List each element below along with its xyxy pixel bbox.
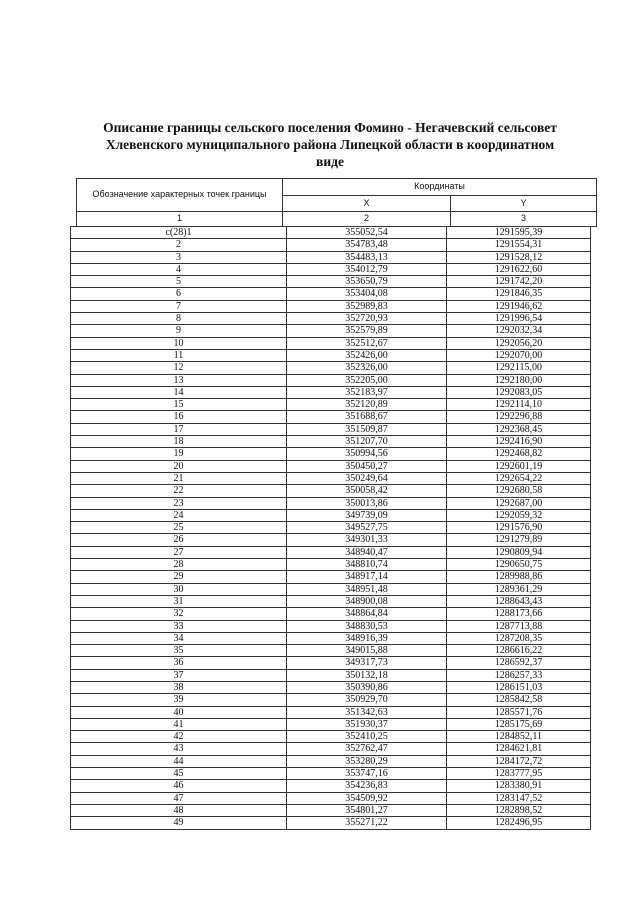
table-row xyxy=(71,768,591,780)
x-cell: 350058,42 xyxy=(287,485,447,497)
x-cell: 351342,63 xyxy=(287,706,447,718)
point-cell: 46 xyxy=(71,780,287,792)
point-cell: 29 xyxy=(71,571,287,583)
table-row xyxy=(71,276,591,288)
point-cell: 30 xyxy=(71,583,287,595)
point-cell: 11 xyxy=(71,349,287,361)
y-cell: 1291846,35 xyxy=(447,288,591,300)
point-cell: 35 xyxy=(71,645,287,657)
table-row xyxy=(71,804,591,816)
x-cell: 352410,25 xyxy=(287,731,447,743)
x-cell: 349527,75 xyxy=(287,522,447,534)
point-cell: 34 xyxy=(71,632,287,644)
x-cell: 355052,54 xyxy=(287,227,447,239)
table-row xyxy=(71,448,591,460)
point-cell: 43 xyxy=(71,743,287,755)
x-label-header: X xyxy=(283,195,451,212)
point-label-header: Обозначение характерных точек границы xyxy=(77,179,283,212)
point-cell: 44 xyxy=(71,755,287,767)
y-cell: 1291742,20 xyxy=(447,276,591,288)
x-cell: 350450,27 xyxy=(287,460,447,472)
point-cell: 21 xyxy=(71,472,287,484)
point-cell: 8 xyxy=(71,313,287,325)
title-line-2: Хлевенского муниципального района Липецкой области в координатном xyxy=(105,137,555,152)
point-cell: 5 xyxy=(71,276,287,288)
col1-number: 1 xyxy=(77,212,283,227)
table-row xyxy=(71,251,591,263)
x-cell: 350013,86 xyxy=(287,497,447,509)
point-cell: 42 xyxy=(71,731,287,743)
x-cell: 352326,00 xyxy=(287,362,447,374)
coords-label-header: Координаты xyxy=(283,179,597,196)
table-row xyxy=(71,386,591,398)
point-cell: 32 xyxy=(71,608,287,620)
table-row xyxy=(71,288,591,300)
y-cell: 1292114,10 xyxy=(447,399,591,411)
table-row xyxy=(71,792,591,804)
point-cell: 20 xyxy=(71,460,287,472)
table-row xyxy=(71,694,591,706)
point-cell: 23 xyxy=(71,497,287,509)
y-cell: 1285842,58 xyxy=(447,694,591,706)
table-row xyxy=(71,817,591,829)
y-cell: 1286151,03 xyxy=(447,681,591,693)
y-cell: 1289361,29 xyxy=(447,583,591,595)
x-cell: 350390,86 xyxy=(287,681,447,693)
point-cell: 31 xyxy=(71,595,287,607)
table-row xyxy=(71,509,591,521)
point-cell: 19 xyxy=(71,448,287,460)
x-cell: 354783,48 xyxy=(287,239,447,251)
col3-number: 3 xyxy=(451,212,597,227)
y-cell: 1283380,91 xyxy=(447,780,591,792)
table-row xyxy=(71,669,591,681)
y-cell: 1292687,00 xyxy=(447,497,591,509)
table-row xyxy=(71,497,591,509)
y-cell: 1284621,81 xyxy=(447,743,591,755)
table-row xyxy=(71,681,591,693)
x-cell: 349739,09 xyxy=(287,509,447,521)
y-cell: 1291996,54 xyxy=(447,313,591,325)
point-cell: 14 xyxy=(71,386,287,398)
point-cell: с(28)1 xyxy=(71,227,287,239)
point-cell: 27 xyxy=(71,546,287,558)
point-cell: 16 xyxy=(71,411,287,423)
y-cell: 1289988,86 xyxy=(447,571,591,583)
y-cell: 1291595,39 xyxy=(447,227,591,239)
point-cell: 40 xyxy=(71,706,287,718)
y-cell: 1292601,19 xyxy=(447,460,591,472)
y-cell: 1292083,05 xyxy=(447,386,591,398)
x-cell: 348830,53 xyxy=(287,620,447,632)
y-cell: 1284172,72 xyxy=(447,755,591,767)
point-cell: 38 xyxy=(71,681,287,693)
table-row xyxy=(71,546,591,558)
y-cell: 1287208,35 xyxy=(447,632,591,644)
y-cell: 1286616,22 xyxy=(447,645,591,657)
coordinates-table-body xyxy=(70,226,591,830)
point-cell: 18 xyxy=(71,436,287,448)
x-cell: 350929,70 xyxy=(287,694,447,706)
point-cell: 7 xyxy=(71,300,287,312)
y-cell: 1292056,20 xyxy=(447,337,591,349)
y-cell: 1283147,52 xyxy=(447,792,591,804)
y-cell: 1291554,31 xyxy=(447,239,591,251)
point-cell: 24 xyxy=(71,509,287,521)
x-cell: 352989,83 xyxy=(287,300,447,312)
point-cell: 13 xyxy=(71,374,287,386)
x-cell: 348940,47 xyxy=(287,546,447,558)
point-cell: 4 xyxy=(71,263,287,275)
point-cell: 25 xyxy=(71,522,287,534)
table-row xyxy=(71,239,591,251)
y-cell: 1292296,88 xyxy=(447,411,591,423)
y-cell: 1287713,88 xyxy=(447,620,591,632)
table-row xyxy=(71,300,591,312)
table-row xyxy=(71,374,591,386)
point-cell: 48 xyxy=(71,804,287,816)
point-cell: 39 xyxy=(71,694,287,706)
y-cell: 1292680,58 xyxy=(447,485,591,497)
coordinates-table-header xyxy=(76,178,597,227)
table-row xyxy=(71,337,591,349)
y-cell: 1292115,00 xyxy=(447,362,591,374)
y-cell: 1292468,82 xyxy=(447,448,591,460)
table-row xyxy=(71,423,591,435)
y-cell: 1291946,62 xyxy=(447,300,591,312)
x-cell: 352183,97 xyxy=(287,386,447,398)
y-cell: 1284852,11 xyxy=(447,731,591,743)
x-cell: 350994,56 xyxy=(287,448,447,460)
point-cell: 22 xyxy=(71,485,287,497)
x-cell: 354236,83 xyxy=(287,780,447,792)
point-cell: 2 xyxy=(71,239,287,251)
point-cell: 47 xyxy=(71,792,287,804)
x-cell: 353650,79 xyxy=(287,276,447,288)
x-cell: 354012,79 xyxy=(287,263,447,275)
table-row xyxy=(71,620,591,632)
table-row xyxy=(71,645,591,657)
x-cell: 352120,89 xyxy=(287,399,447,411)
y-cell: 1291622,60 xyxy=(447,263,591,275)
table-row xyxy=(71,349,591,361)
y-cell: 1282496,95 xyxy=(447,817,591,829)
point-cell: 6 xyxy=(71,288,287,300)
table-row xyxy=(71,743,591,755)
y-cell: 1288173,66 xyxy=(447,608,591,620)
y-cell: 1283777,95 xyxy=(447,768,591,780)
y-cell: 1290650,75 xyxy=(447,559,591,571)
point-cell: 36 xyxy=(71,657,287,669)
x-cell: 351509,87 xyxy=(287,423,447,435)
x-cell: 348864,84 xyxy=(287,608,447,620)
x-cell: 349301,33 xyxy=(287,534,447,546)
point-cell: 33 xyxy=(71,620,287,632)
y-cell: 1292416,90 xyxy=(447,436,591,448)
x-cell: 351207,70 xyxy=(287,436,447,448)
table-row xyxy=(71,559,591,571)
y-cell: 1290809,94 xyxy=(447,546,591,558)
point-cell: 37 xyxy=(71,669,287,681)
table-row xyxy=(71,313,591,325)
y-cell: 1292368,45 xyxy=(447,423,591,435)
x-cell: 352205,00 xyxy=(287,374,447,386)
y-cell: 1292070,00 xyxy=(447,349,591,361)
table-row xyxy=(71,657,591,669)
x-cell: 352720,93 xyxy=(287,313,447,325)
x-cell: 348917,14 xyxy=(287,571,447,583)
x-cell: 352512,67 xyxy=(287,337,447,349)
y-cell: 1286592,37 xyxy=(447,657,591,669)
point-cell: 3 xyxy=(71,251,287,263)
table-row xyxy=(71,706,591,718)
table-row xyxy=(71,632,591,644)
table-row xyxy=(71,399,591,411)
table-row xyxy=(71,263,591,275)
x-cell: 354801,27 xyxy=(287,804,447,816)
x-cell: 354509,92 xyxy=(287,792,447,804)
x-cell: 354483,13 xyxy=(287,251,447,263)
x-cell: 348916,39 xyxy=(287,632,447,644)
x-cell: 349317,73 xyxy=(287,657,447,669)
y-cell: 1292654,22 xyxy=(447,472,591,484)
table-row xyxy=(71,608,591,620)
x-cell: 350132,18 xyxy=(287,669,447,681)
table-row xyxy=(71,731,591,743)
x-cell: 353747,16 xyxy=(287,768,447,780)
document-title xyxy=(60,119,600,170)
x-cell: 352426,00 xyxy=(287,349,447,361)
x-cell: 350249,64 xyxy=(287,472,447,484)
x-cell: 348810,74 xyxy=(287,559,447,571)
point-cell: 17 xyxy=(71,423,287,435)
x-cell: 352762,47 xyxy=(287,743,447,755)
x-cell: 349015,88 xyxy=(287,645,447,657)
point-cell: 45 xyxy=(71,768,287,780)
x-cell: 351688,67 xyxy=(287,411,447,423)
y-cell: 1292180,00 xyxy=(447,374,591,386)
point-cell: 26 xyxy=(71,534,287,546)
x-cell: 351930,37 xyxy=(287,718,447,730)
coordinates-rows xyxy=(71,227,591,830)
table-row xyxy=(71,325,591,337)
table-row xyxy=(71,534,591,546)
table-row xyxy=(71,227,591,239)
table-row xyxy=(71,362,591,374)
x-cell: 348900,08 xyxy=(287,595,447,607)
y-label-header: Y xyxy=(451,195,597,212)
y-cell: 1292059,32 xyxy=(447,509,591,521)
title-line-1: Описание границы сельского поселения Фомино - Негачевский сельсовет xyxy=(103,120,557,135)
y-cell: 1291528,12 xyxy=(447,251,591,263)
y-cell: 1282898,52 xyxy=(447,804,591,816)
table-row xyxy=(71,411,591,423)
point-cell: 28 xyxy=(71,559,287,571)
table-row xyxy=(71,571,591,583)
x-cell: 348951,48 xyxy=(287,583,447,595)
col2-number: 2 xyxy=(283,212,451,227)
table-row xyxy=(71,595,591,607)
table-row xyxy=(71,780,591,792)
title-line-3: виде xyxy=(316,154,344,169)
x-cell: 353280,29 xyxy=(287,755,447,767)
y-cell: 1288643,43 xyxy=(447,595,591,607)
point-cell: 10 xyxy=(71,337,287,349)
x-cell: 352579,89 xyxy=(287,325,447,337)
table-row xyxy=(71,436,591,448)
y-cell: 1285571,76 xyxy=(447,706,591,718)
table-row xyxy=(71,718,591,730)
table-row xyxy=(71,755,591,767)
y-cell: 1292032,34 xyxy=(447,325,591,337)
point-cell: 12 xyxy=(71,362,287,374)
y-cell: 1291279,89 xyxy=(447,534,591,546)
y-cell: 1286257,33 xyxy=(447,669,591,681)
y-cell: 1291576,90 xyxy=(447,522,591,534)
table-row xyxy=(71,472,591,484)
point-cell: 15 xyxy=(71,399,287,411)
point-cell: 49 xyxy=(71,817,287,829)
table-row xyxy=(71,485,591,497)
x-cell: 355271,22 xyxy=(287,817,447,829)
table-row xyxy=(71,583,591,595)
point-cell: 41 xyxy=(71,718,287,730)
x-cell: 353404,08 xyxy=(287,288,447,300)
table-row xyxy=(71,460,591,472)
point-cell: 9 xyxy=(71,325,287,337)
table-row xyxy=(71,522,591,534)
y-cell: 1285175,69 xyxy=(447,718,591,730)
